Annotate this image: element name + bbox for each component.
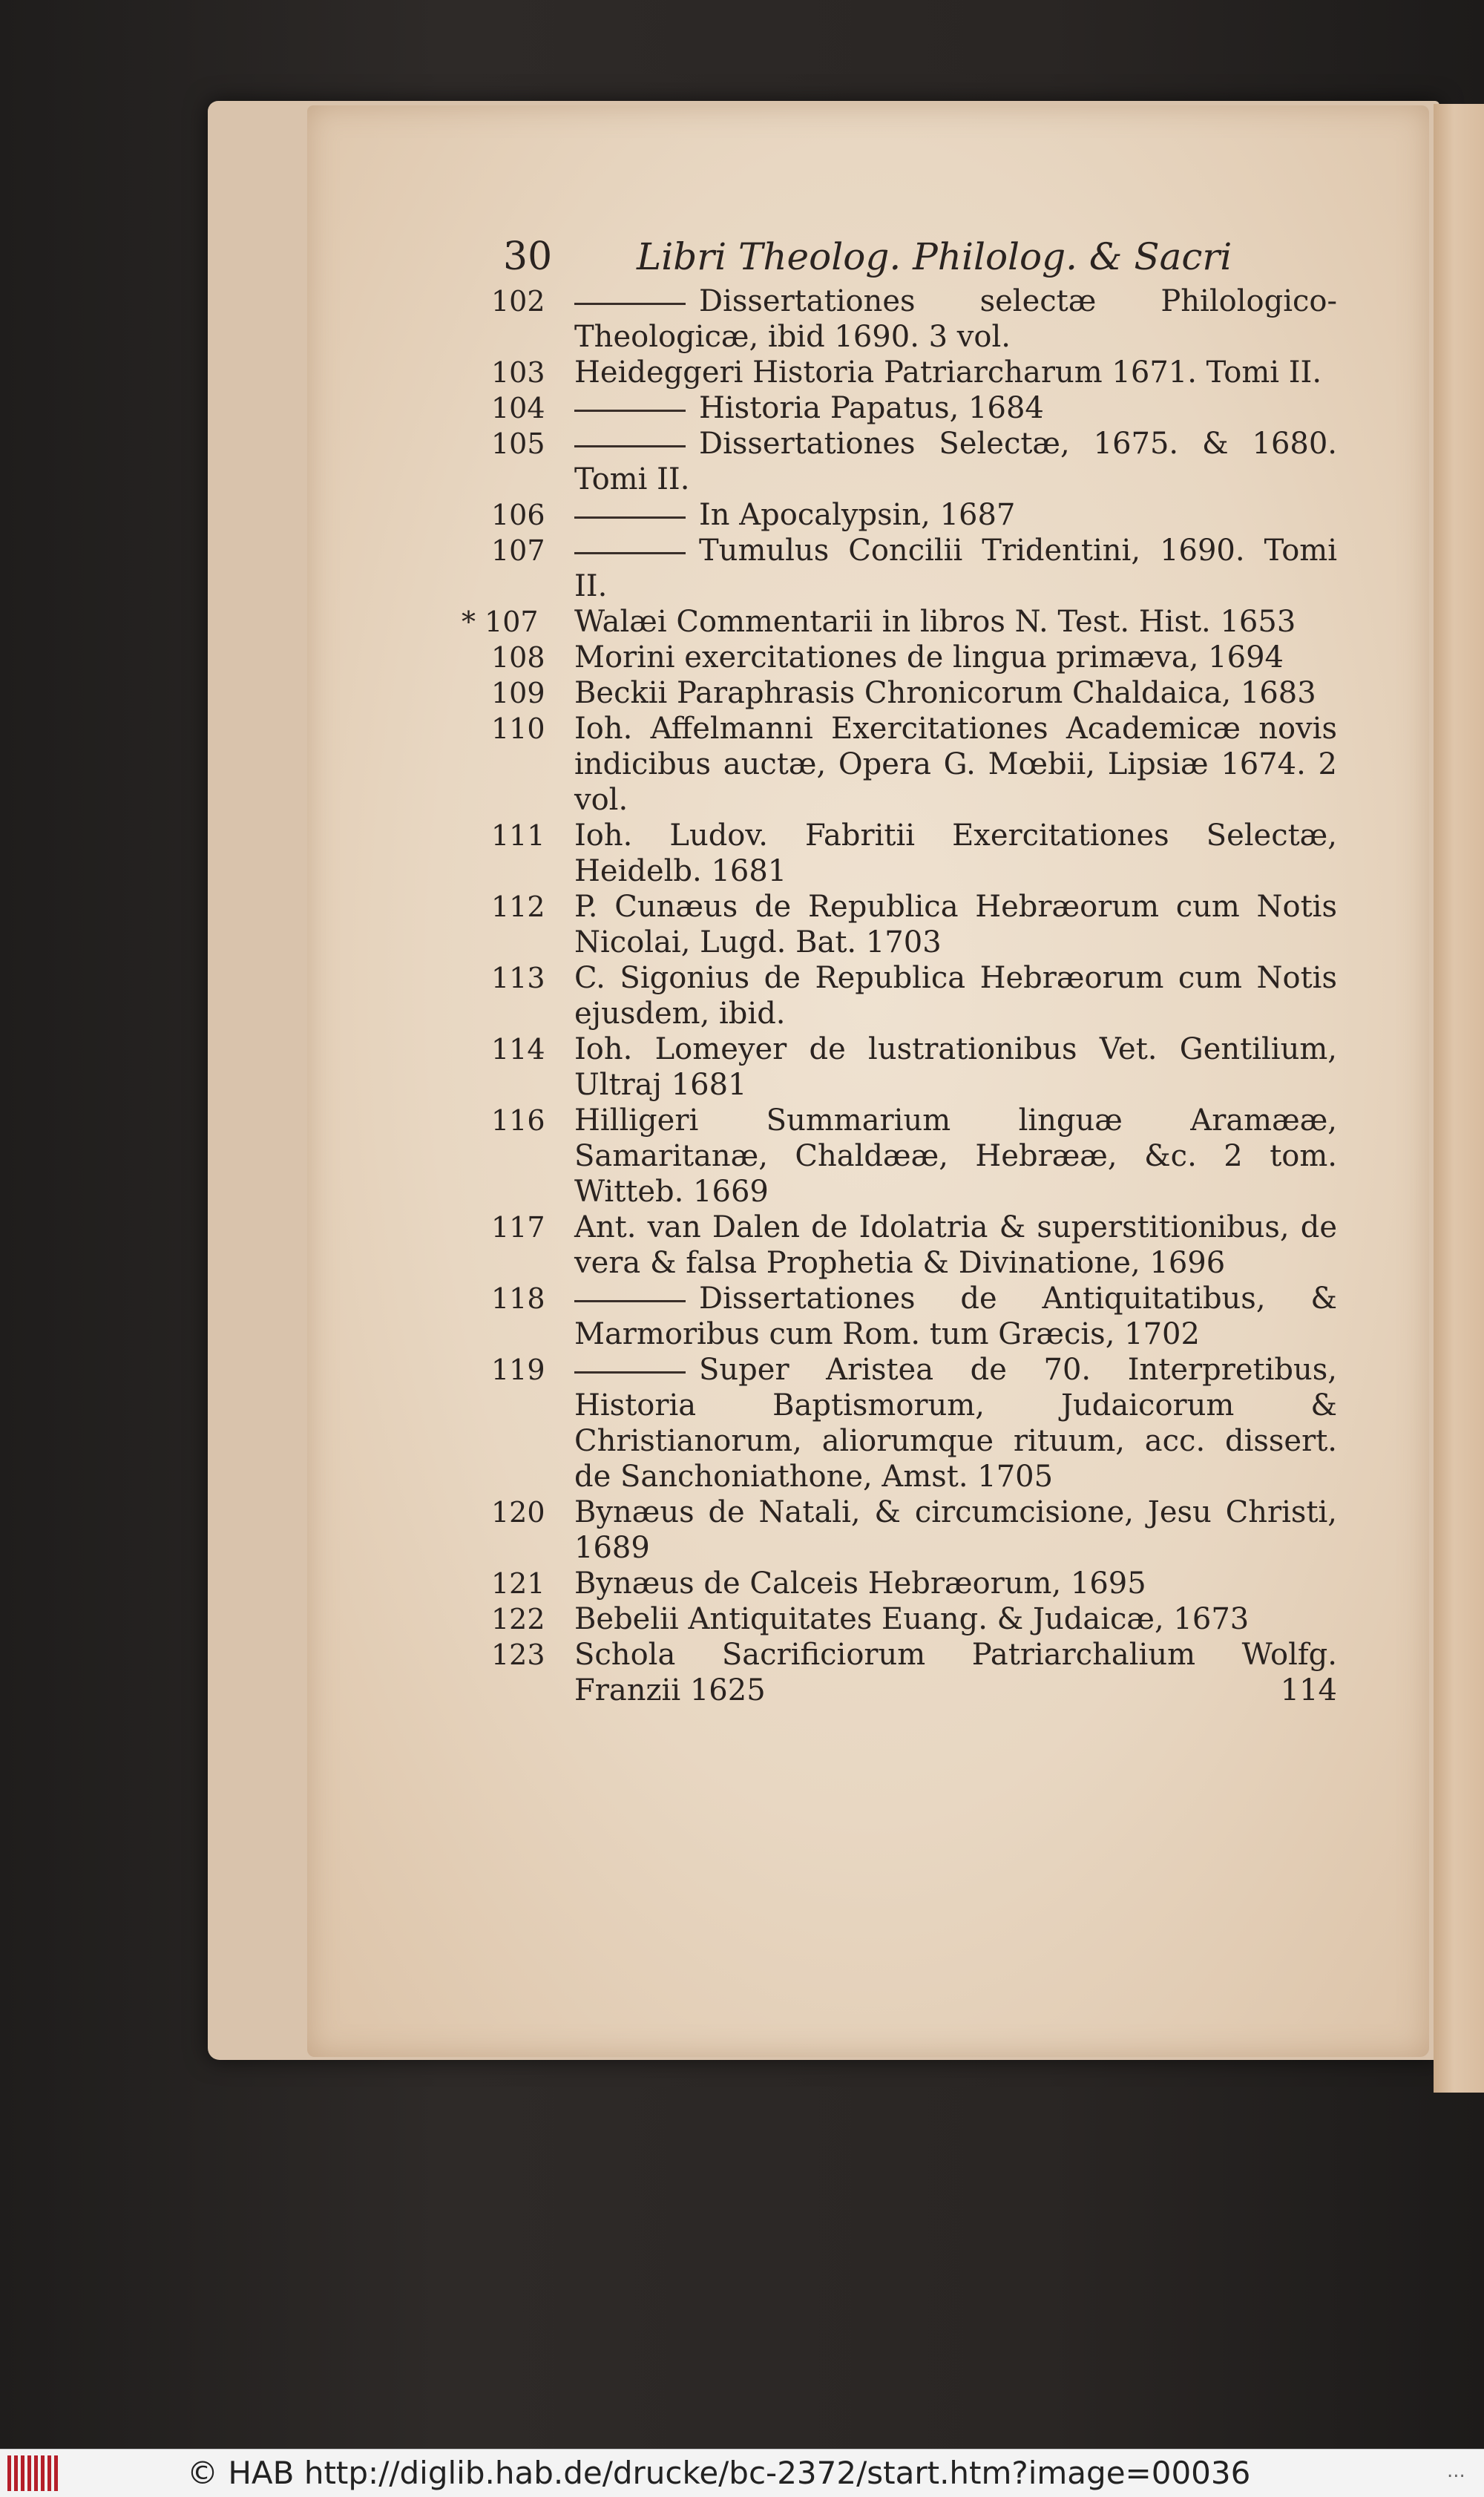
entry-number: 104 bbox=[491, 392, 545, 424]
copyright-link[interactable]: © HAB http://diglib.hab.de/drucke/bc-2372/start.htm?image=00036 bbox=[187, 2455, 1251, 2491]
entry-text bbox=[491, 1494, 1337, 1566]
entry-number: 112 bbox=[491, 890, 545, 923]
page-content bbox=[462, 234, 1337, 1708]
entry-text bbox=[491, 1031, 1337, 1103]
entry-number: 107 bbox=[491, 534, 545, 567]
page-header bbox=[491, 234, 1337, 283]
ditto-dash bbox=[574, 1300, 686, 1302]
catalogue-entry bbox=[491, 1103, 1337, 1210]
catalogue-entry bbox=[491, 1566, 1337, 1601]
entry-title: In Apocalypsin, 1687 bbox=[699, 498, 1016, 532]
catalogue-entry bbox=[491, 960, 1337, 1031]
hab-logo-icon bbox=[7, 2455, 59, 2491]
entry-number: 102 bbox=[491, 285, 545, 318]
entry-title: Ioh. Lomeyer de lustrationibus Vet. Gentilium, Ultraj 1681 bbox=[574, 1032, 1337, 1102]
entry-number: 123 bbox=[491, 1638, 545, 1671]
entry-text bbox=[491, 497, 1337, 533]
entry-text bbox=[491, 1352, 1337, 1494]
catalogue-entry bbox=[491, 1281, 1337, 1352]
catchword: 114 bbox=[1280, 1673, 1337, 1707]
running-head: Libri Theolog. Philolog. & Sacri bbox=[637, 235, 1232, 278]
entry-text bbox=[491, 426, 1337, 497]
catalogue-entry bbox=[491, 675, 1337, 711]
catalogue-entry bbox=[462, 604, 1337, 640]
entry-title: Ant. van Dalen de Idolatria & superstitionibus, de vera & falsa Prophetia & Divinatione, 1696 bbox=[574, 1210, 1337, 1280]
ditto-dash bbox=[574, 303, 686, 305]
entry-number: 114 bbox=[491, 1033, 545, 1066]
entry-text bbox=[491, 355, 1337, 390]
entry-number: 118 bbox=[491, 1282, 545, 1315]
entry-text bbox=[491, 1601, 1337, 1637]
entry-title: C. Sigonius de Republica Hebræorum cum Notis ejusdem, ibid. bbox=[574, 961, 1337, 1031]
entry-text bbox=[491, 818, 1337, 889]
entry-number: 116 bbox=[491, 1104, 545, 1137]
catalogue-entry bbox=[491, 1352, 1337, 1494]
catalogue-entry bbox=[491, 533, 1337, 604]
catalogue-entry bbox=[491, 818, 1337, 889]
entry-title: Bynæus de Calceis Hebræorum, 1695 bbox=[574, 1566, 1146, 1601]
entry-number: 122 bbox=[491, 1603, 545, 1635]
entry-title: Dissertationes de Antiquitatibus, & Marmoribus cum Rom. tum Græcis, 1702 bbox=[574, 1282, 1337, 1351]
entry-number: 120 bbox=[491, 1496, 545, 1529]
entry-number: 121 bbox=[491, 1567, 545, 1600]
entry-number: * 107 bbox=[462, 606, 539, 638]
catalogue-entry bbox=[491, 426, 1337, 497]
catalogue-entry bbox=[491, 1601, 1337, 1637]
entry-number: 103 bbox=[491, 356, 545, 389]
catalogue-entry bbox=[491, 640, 1337, 675]
entry-text bbox=[491, 640, 1337, 675]
entry-title: Walæi Commentarii in libros N. Test. Hist. 1653 bbox=[574, 605, 1296, 639]
entry-text bbox=[491, 604, 1337, 640]
entry-text bbox=[491, 1637, 1337, 1708]
catalogue-entry bbox=[491, 1494, 1337, 1566]
catalogue-entry bbox=[491, 497, 1337, 533]
ditto-dash bbox=[574, 1371, 686, 1374]
catalogue-entry bbox=[491, 711, 1337, 818]
entry-number: 119 bbox=[491, 1354, 545, 1386]
ditto-dash bbox=[574, 552, 686, 554]
catalogue-entry bbox=[491, 1637, 1337, 1708]
entry-number: 105 bbox=[491, 427, 545, 460]
more-icon[interactable]: ... bbox=[1447, 2460, 1465, 2482]
catalogue-entry bbox=[491, 390, 1337, 426]
ditto-dash bbox=[574, 410, 686, 412]
entry-title: Super Aristea de 70. Interpretibus, Historia Baptismorum, Judaicorum & Christianorum, aliorumque rituum, acc. dissert. de Sanchoniathone, Amst. 1705 bbox=[574, 1353, 1337, 1494]
catalogue-entry bbox=[491, 283, 1337, 355]
entry-title: P. Cunæus de Republica Hebræorum cum Notis Nicolai, Lugd. Bat. 1703 bbox=[574, 890, 1337, 959]
entry-title: Dissertationes selectæ Philologico-Theologicæ, ibid 1690. 3 vol. bbox=[574, 284, 1337, 354]
entry-title: Bebelii Antiquitates Euang. & Judaicæ, 1673 bbox=[574, 1602, 1250, 1636]
entry-text bbox=[491, 1566, 1337, 1601]
entry-text bbox=[491, 533, 1337, 604]
catalogue-entry bbox=[491, 889, 1337, 960]
catalogue-entry bbox=[491, 1210, 1337, 1281]
entry-text bbox=[491, 1103, 1337, 1210]
entry-text bbox=[491, 960, 1337, 1031]
catalogue-entry bbox=[491, 1031, 1337, 1103]
entry-text bbox=[491, 889, 1337, 960]
viewer-footer bbox=[0, 2449, 1484, 2497]
entry-title: Dissertationes Selectæ, 1675. & 1680. Tomi II. bbox=[574, 427, 1337, 496]
facing-page-edge bbox=[1434, 104, 1484, 2093]
entry-number: 113 bbox=[491, 962, 545, 994]
entry-title: Ioh. Affelmanni Exercitationes Academicæ novis indicibus auctæ, Opera G. Mœbii, Lipsiæ 1674. 2 vol. bbox=[574, 712, 1337, 817]
entry-title: Tumulus Concilii Tridentini, 1690. Tomi II. bbox=[574, 534, 1337, 603]
ditto-dash bbox=[574, 516, 686, 519]
entry-text bbox=[491, 283, 1337, 355]
page-number: 30 bbox=[503, 234, 553, 279]
entry-text bbox=[491, 675, 1337, 711]
entry-number: 109 bbox=[491, 677, 545, 709]
entry-number: 106 bbox=[491, 499, 545, 531]
entry-number: 108 bbox=[491, 641, 545, 674]
entry-number: 110 bbox=[491, 712, 545, 745]
entry-text bbox=[491, 1281, 1337, 1352]
entry-number: 117 bbox=[491, 1211, 545, 1244]
entry-title: Bynæus de Natali, & circumcisione, Jesu Christi, 1689 bbox=[574, 1495, 1337, 1565]
entry-number: 111 bbox=[491, 819, 545, 852]
entry-title: Historia Papatus, 1684 bbox=[699, 391, 1044, 425]
entry-title: Heideggeri Historia Patriarcharum 1671. Tomi II. bbox=[574, 355, 1322, 390]
entry-text bbox=[491, 1210, 1337, 1281]
catalogue-entries bbox=[462, 283, 1337, 1708]
entry-title: Ioh. Ludov. Fabritii Exercitationes Selectæ, Heidelb. 1681 bbox=[574, 818, 1337, 888]
entry-title: Morini exercitationes de lingua primæva, 1694 bbox=[574, 640, 1284, 675]
ditto-dash bbox=[574, 445, 686, 447]
catalogue-entry bbox=[491, 355, 1337, 390]
entry-text bbox=[491, 390, 1337, 426]
entry-title: Schola Sacrificiorum Patriarchalium Wolfg. Franzii 1625 bbox=[574, 1638, 1337, 1707]
entry-text bbox=[491, 711, 1337, 818]
entry-title: Beckii Paraphrasis Chronicorum Chaldaica, 1683 bbox=[574, 676, 1316, 710]
entry-title: Hilligeri Summarium linguæ Aramææ, Samaritanæ, Chaldææ, Hebrææ, &c. 2 tom. Witteb. 1669 bbox=[574, 1103, 1337, 1209]
